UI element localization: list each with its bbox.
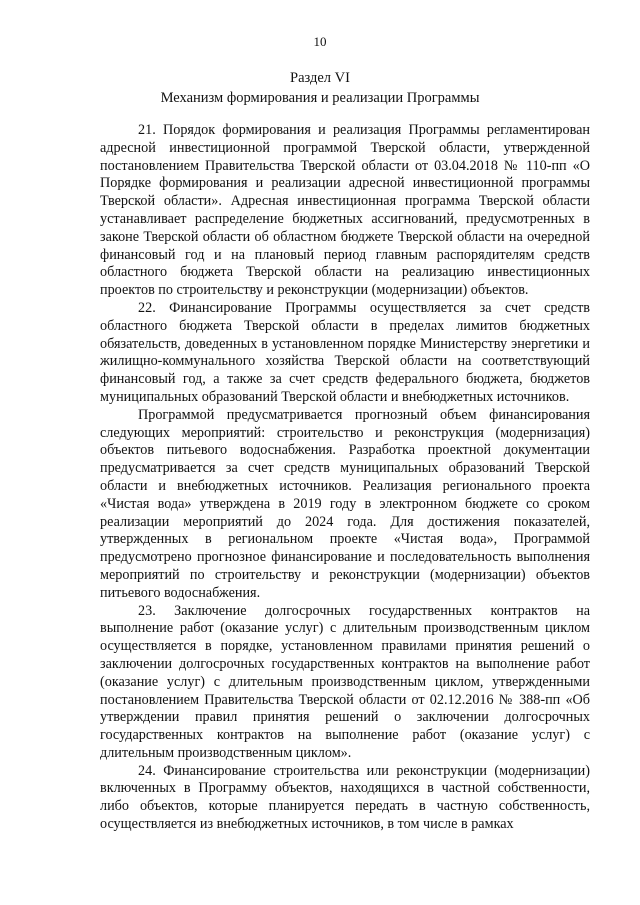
paragraph-21: 21. Порядок формирования и реализация Программы регламентирован адресной инвестиционной программой Тверской области, утвержденной постановлением Правительства Тверской области от 03.04.2018 № 110-пп «О Порядке формирования и реализации адресной инвестиционной программы Тверской области». Адресная инвестиционная программа Тверской области устанавливает распределение бюджетных ассигнований, предусмотренных в законе Тверской области об областном бюджете Тверской области на очередной финансовый год и на плановый период главным распорядителям средств областного бюджета Тверской области на реализацию инвестиционных проектов по строительству и реконструкции (модернизации) объектов.	[100, 122, 590, 299]
section-subtitle: Механизм формирования и реализации Программы	[160, 90, 480, 106]
document-body	[100, 122, 590, 834]
section-title: Раздел VI	[290, 70, 350, 86]
paragraph-23: 23. Заключение долгосрочных государственных контрактов на выполнение работ (оказание услуг) с длительным производственным циклом осуществляется в порядке, установленном правилами принятия решений о заключении долгосрочных государственных контрактов на выполнение работ (оказание услуг) с длительным производственным циклом, утвержденными постановлением Правительства Тверской области от 02.12.2016 № 388-пп «Об утверждении правил принятия решений о заключении долгосрочных государственных контрактов на выполнение работ (оказание услуг) с длительным производственным циклом».	[100, 602, 590, 761]
paragraph-24: 24. Финансирование строительства или реконструкции (модернизации) включенных в Программу объектов, находящихся в частной собственности, либо объектов, которые планируется передать в частную собственность, осуществляется из внебюджетных источников, в том числе в рамках	[100, 762, 590, 833]
page-number: 10	[313, 34, 327, 49]
paragraph-program-financing: Программой предусматривается прогнозный объем финансирования следующих мероприятий: строительство и реконструкция (модернизация) объектов питьевого водоснабжения. Разработка проектной документации предусматривается за счет средств муниципальных образований Тверской области и внебюджетных источников. Реализация регионального проекта «Чистая вода» утверждена в 2019 году в электронном бюджете со сроком реализации мероприятий до 2024 года. Для достижения показателей, утвержденных в региональном проекте «Чистая вода», Программой предусмотрено прогнозное финансирование и последовательность выполнения мероприятий по строительству и реконструкции (модернизации) объектов питьевого водоснабжения.	[100, 406, 590, 601]
paragraph-22: 22. Финансирование Программы осуществляется за счет средств областного бюджета Тверской области в пределах лимитов бюджетных обязательств, доведенных в установленном порядке Министерству энергетики и жилищно-коммунального хозяйства Тверской области на соответствующий финансовый год, а также за счет средств федерального бюджета, бюджетов муниципальных образований Тверской области и внебюджетных источников.	[100, 299, 590, 405]
